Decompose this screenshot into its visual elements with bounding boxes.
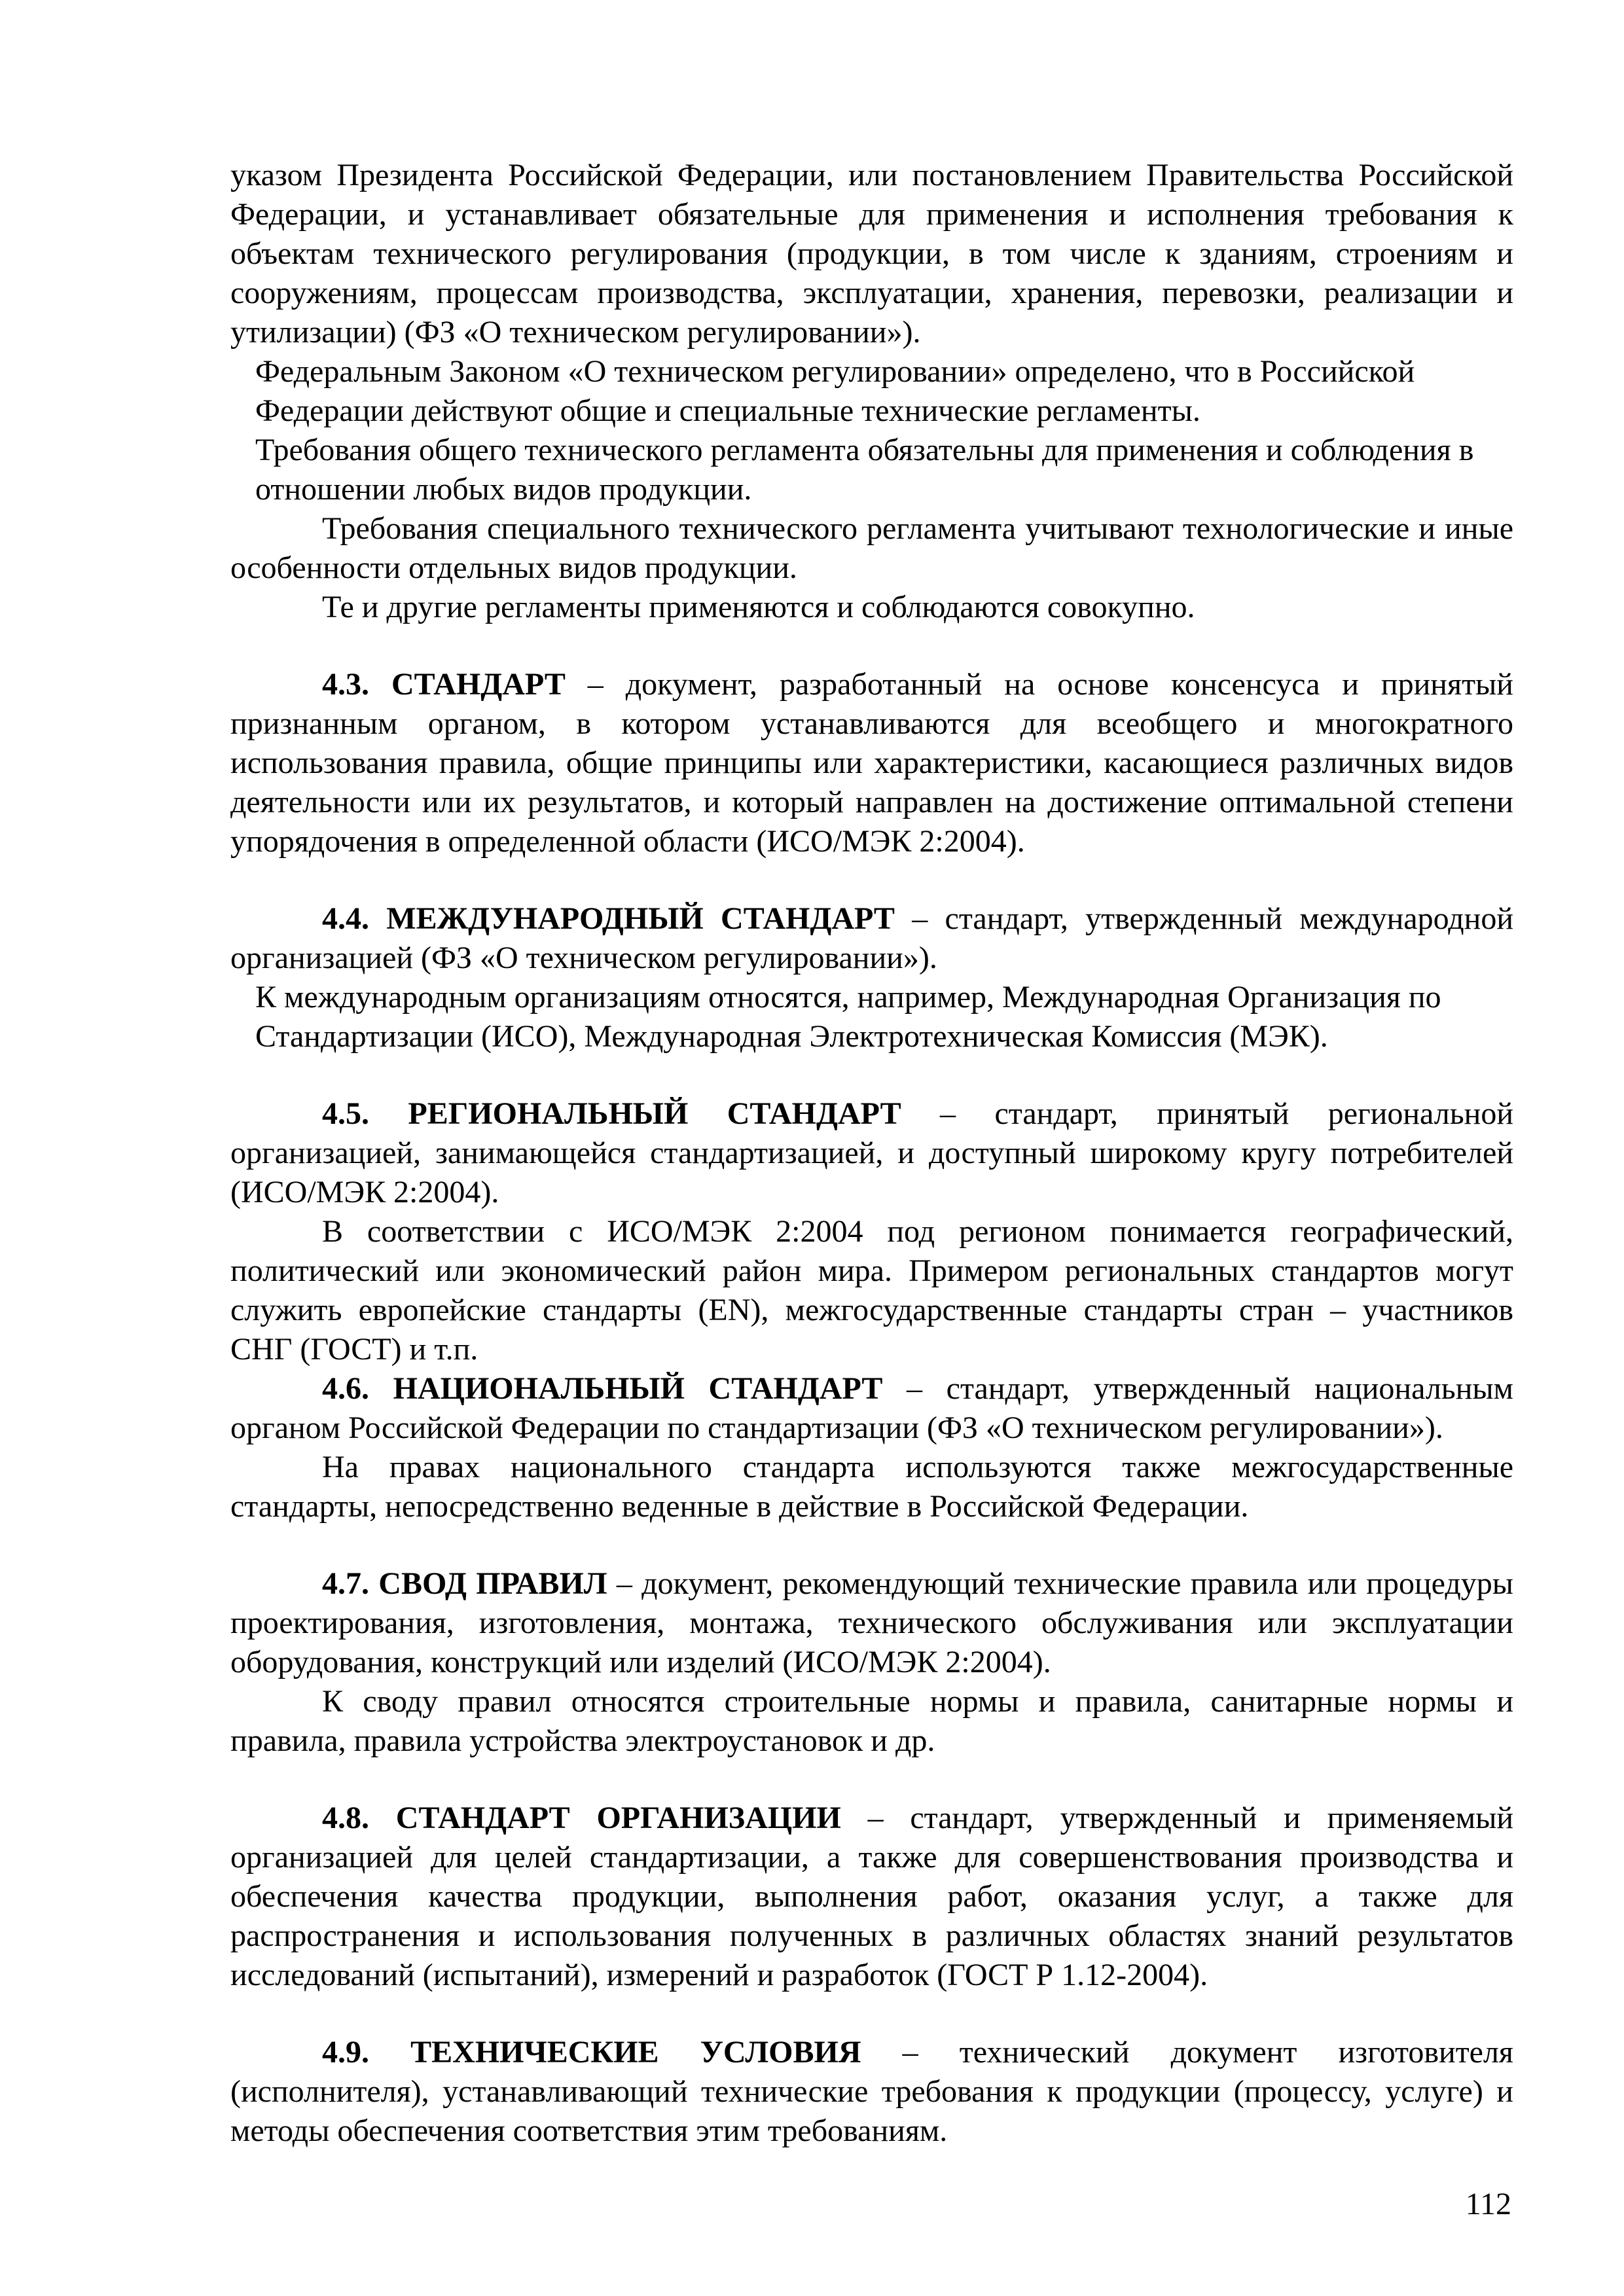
section-4-3 — [230, 665, 1513, 861]
section-definition: – стандарт, утвержденный национальным органом Российской Федерации по стандартизации (ФЗ «О техническом регулировании»). — [230, 1371, 1513, 1445]
paragraph-special-reglament: Требования специального технического регламента учитывают технологические и иные особенности отдельных видов продукции. — [230, 511, 1513, 585]
page-number: 112 — [1465, 2187, 1511, 2221]
paragraph-continuation: указом Президента Российской Федерации, или постановлением Правительства Российской Федерации, и устанавливает обязательные для применения и исполнения требования к объектам технического регулирования (продукции, в том числе к зданиям, строениям и сооружениям, процессам производства, эксплуатации, хранения, перевозки, реализации и утилизации) (ФЗ «О техническом регулировании»). — [230, 158, 1513, 350]
section-4-9 — [230, 2033, 1513, 2151]
section-definition: – документ, разработанный на основе консенсуса и принятый признанным органом, в котором устанавливаются для всеобщего и многократного использования правила, общие принципы или характеристики, касающиеся различных видов деятельности или их результатов, и который направлен на достижение оптимальной степени упорядочения в определенной области (ИСО/МЭК 2:2004). — [230, 667, 1513, 859]
document-content — [230, 156, 1513, 2151]
paragraph-both-reglaments: Те и другие регламенты применяются и соблюдаются совокупно. — [322, 590, 1195, 624]
section-heading: 4.7. СВОД ПРАВИЛ — [322, 1566, 607, 1601]
section-definition: – технический документ изготовителя (исполнителя), устанавливающий технические требования к продукции (процессу, услуге) и методы обеспечения соответствия этим требованиям. — [230, 2035, 1513, 2148]
section-definition: – стандарт, утвержденный международной организацией (ФЗ «О техническом регулировании»). — [230, 901, 1514, 975]
section-heading: 4.4. МЕЖДУНАРОДНЫЙ СТАНДАРТ — [322, 901, 895, 936]
section-heading: 4.9. ТЕХНИЧЕСКИЕ УСЛОВИЯ — [322, 2035, 861, 2070]
section-heading: 4.3. СТАНДАРТ — [322, 667, 566, 702]
section-heading: 4.8. СТАНДАРТ ОРГАНИЗАЦИИ — [322, 1801, 841, 1835]
section-definition: – документ, рекомендующий технические правила или процедуры проектирования, изготовления, монтажа, технического обслуживания или эксплуатации оборудования, конструкций или изделий (ИСО/МЭК 2:2004). — [230, 1566, 1513, 1679]
paragraph-general-reglament: Требования общего технического регламента обязательны для применения и соблюдения в отношении любых видов продукции. — [255, 433, 1474, 507]
section-4-6 — [230, 1369, 1513, 1526]
section-4-7 — [230, 1564, 1513, 1761]
section-note: В соответствии с ИСО/МЭК 2:2004 под регионом понимается географический, политический или экономический район мира. Примером региональных стандартов могут служить европейские стандарты (EN), межгосударственные стандарты стран – участников СНГ (ГОСТ) и т.п. — [230, 1214, 1513, 1367]
section-definition: – стандарт, принятый региональной организацией, занимающейся стандартизацией, и доступный широкому кругу потребителей (ИСО/МЭК 2:2004). — [230, 1096, 1514, 1210]
section-paragraph — [230, 1094, 1513, 1212]
section-4-4 — [230, 899, 1513, 1056]
section-note: К международным организациям относятся, например, Международная Организация по Стандартизации (ИСО), Международная Электротехническая Комиссия (МЭК). — [255, 980, 1441, 1054]
section-4-5 — [230, 1094, 1513, 1369]
section-paragraph — [230, 1564, 1513, 1682]
section-paragraph — [230, 2033, 1513, 2151]
section-note: К своду правил относятся строительные нормы и правила, санитарные нормы и правила, правила устройства электроустановок и др. — [230, 1684, 1513, 1758]
section-paragraph — [230, 1369, 1513, 1448]
section-4-8 — [230, 1799, 1513, 1995]
paragraph-federal-law: Федеральным Законом «О техническом регулировании» определено, что в Российской Федерации действуют общие и специальные технические регламенты. — [255, 354, 1415, 428]
section-definition: – стандарт, утвержденный и применяемый организацией для целей стандартизации, а также для совершенствования производства и обеспечения качества продукции, выполнения работ, оказания услуг, а также для распространения и использования полученных в различных областях знаний результатов исследований (испытаний), измерений и разработок (ГОСТ Р 1.12-2004). — [230, 1801, 1513, 1992]
section-paragraph — [230, 899, 1513, 978]
section-heading: 4.6. НАЦИОНАЛЬНЫЙ СТАНДАРТ — [322, 1371, 883, 1406]
section-paragraph — [230, 1799, 1513, 1995]
section-paragraph — [230, 665, 1513, 861]
section-heading: 4.5. РЕГИОНАЛЬНЫЙ СТАНДАРТ — [322, 1096, 901, 1131]
section-note: На правах национального стандарта используются также межгосударственные стандарты, непосредственно веденные в действие в Российской Федерации. — [230, 1450, 1513, 1524]
